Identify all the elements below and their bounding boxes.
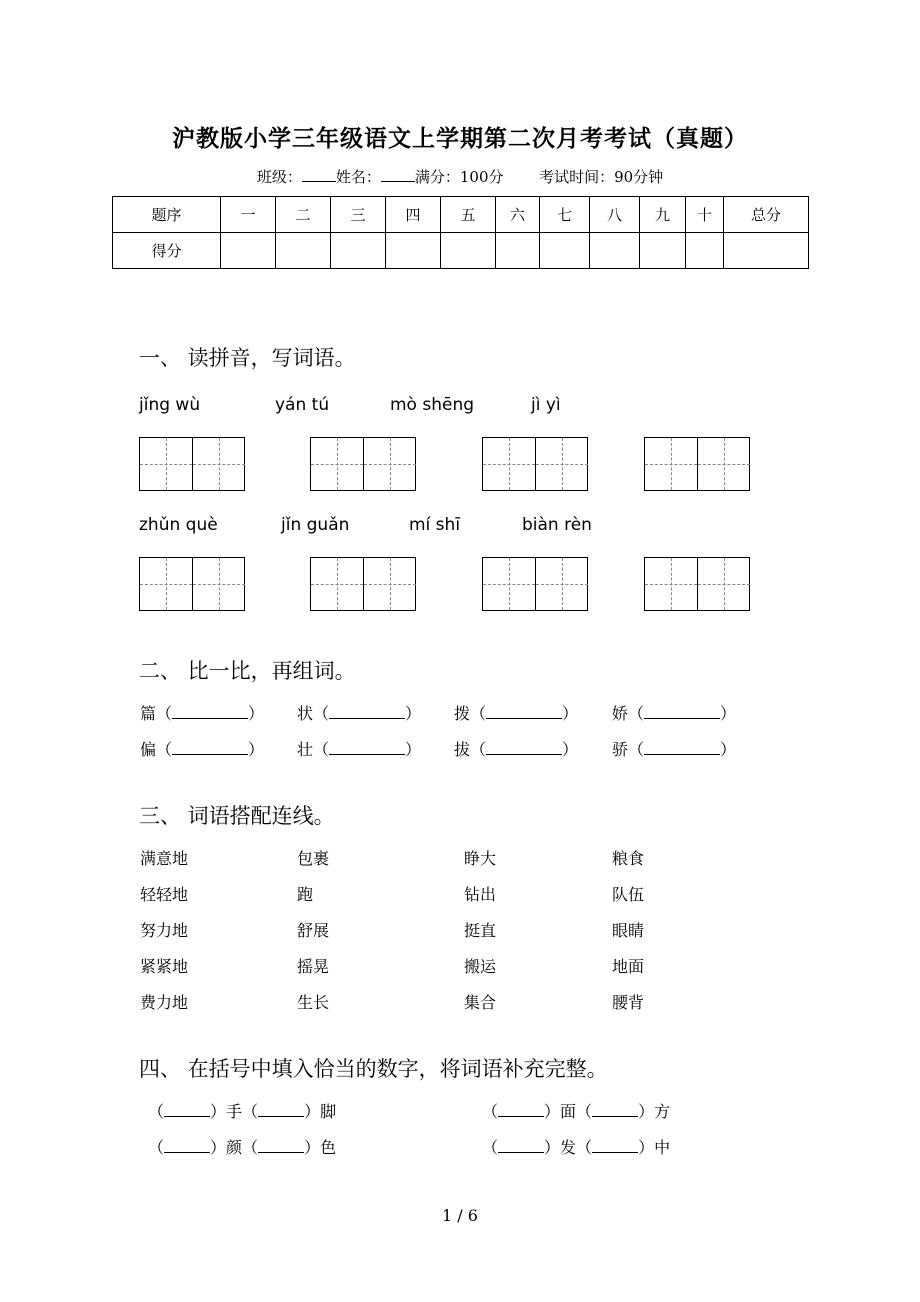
idiom-char: 发 <box>560 1138 577 1157</box>
score-cell[interactable] <box>331 233 386 269</box>
pinyin-label: jǐn guǎn <box>281 515 350 535</box>
answer-blank[interactable] <box>258 1104 304 1117</box>
writing-grid[interactable] <box>644 437 750 491</box>
match-word[interactable]: 包裹 <box>297 849 330 868</box>
idiom-char: 手 <box>226 1102 243 1121</box>
match-word[interactable]: 紧紧地 <box>140 957 189 976</box>
answer-blank[interactable] <box>644 706 720 719</box>
compare-char: 偏 <box>140 740 157 759</box>
answer-blank[interactable] <box>486 706 562 719</box>
score-header-cell: 二 <box>276 197 331 233</box>
score-header-cell: 五 <box>441 197 496 233</box>
match-word[interactable]: 粮食 <box>612 849 645 868</box>
score-header-cell: 四 <box>386 197 441 233</box>
answer-blank[interactable] <box>164 1140 210 1153</box>
score-header-cell: 七 <box>540 197 590 233</box>
answer-blank[interactable] <box>592 1140 638 1153</box>
pinyin-label: yán tú <box>275 395 330 415</box>
score-cell[interactable] <box>276 233 331 269</box>
pinyin-label: biàn rèn <box>522 515 592 535</box>
pinyin-label: jǐng wù <box>139 395 201 415</box>
idiom-char: 颜 <box>226 1138 243 1157</box>
compare-item: 拨（ ） <box>454 704 579 723</box>
score-table <box>112 196 809 269</box>
name-blank[interactable] <box>381 169 415 182</box>
section-2-heading: 二、 比一比，再组词。 <box>139 659 356 683</box>
compare-item: 拔（ ） <box>454 740 579 759</box>
answer-blank[interactable] <box>486 742 562 755</box>
compare-item: 壮（ ） <box>297 740 422 759</box>
compare-item: 骄（ ） <box>612 740 737 759</box>
match-word[interactable]: 轻轻地 <box>140 885 189 904</box>
compare-char: 骄 <box>612 740 629 759</box>
score-header-cell: 三 <box>331 197 386 233</box>
answer-blank[interactable] <box>644 742 720 755</box>
exam-time: 考试时间：90分钟 <box>539 168 664 186</box>
match-word[interactable]: 挺直 <box>464 921 497 940</box>
score-header-cell: 十 <box>686 197 724 233</box>
match-word[interactable]: 费力地 <box>140 993 189 1012</box>
section-1-heading: 一、 读拼音，写词语。 <box>139 346 356 370</box>
pinyin-label: mò shēng <box>390 395 475 415</box>
match-word[interactable]: 搬运 <box>464 957 497 976</box>
match-word[interactable]: 眼睛 <box>612 921 645 940</box>
pinyin-label: zhǔn què <box>139 515 218 535</box>
writing-grid[interactable] <box>139 437 245 491</box>
writing-grid[interactable] <box>482 437 588 491</box>
score-cell[interactable] <box>441 233 496 269</box>
score-cell[interactable] <box>540 233 590 269</box>
compare-item: 篇（ ） <box>140 704 265 723</box>
idiom-item: （ ）面（ ）方 <box>482 1102 671 1121</box>
compare-char: 拔 <box>454 740 471 759</box>
section-3-heading: 三、 词语搭配连线。 <box>139 804 335 828</box>
score-header-cell: 一 <box>221 197 276 233</box>
match-word[interactable]: 跑 <box>297 885 314 904</box>
answer-blank[interactable] <box>329 742 405 755</box>
idiom-item: （ ）颜（ ）色 <box>148 1138 337 1157</box>
compare-item: 娇（ ） <box>612 704 737 723</box>
answer-blank[interactable] <box>164 1104 210 1117</box>
compare-char: 壮 <box>297 740 314 759</box>
answer-blank[interactable] <box>172 706 248 719</box>
score-cell[interactable] <box>221 233 276 269</box>
match-word[interactable]: 睁大 <box>464 849 497 868</box>
writing-grid[interactable] <box>482 557 588 611</box>
score-cell[interactable] <box>724 233 809 269</box>
idiom-char: 方 <box>654 1102 671 1121</box>
answer-blank[interactable] <box>498 1104 544 1117</box>
pinyin-label: jì yì <box>531 395 561 415</box>
page-number: 1 / 6 <box>442 1206 478 1225</box>
section-4-heading: 四、 在括号中填入恰当的数字，将词语补充完整。 <box>139 1057 608 1081</box>
compare-char: 状 <box>297 704 314 723</box>
score-cell[interactable] <box>686 233 724 269</box>
class-blank[interactable] <box>302 169 336 182</box>
name-label: 姓名： <box>335 168 381 186</box>
match-word[interactable]: 腰背 <box>612 993 645 1012</box>
match-word[interactable]: 摇晃 <box>297 957 330 976</box>
score-row-label: 得分 <box>113 233 221 269</box>
score-cell[interactable] <box>640 233 686 269</box>
writing-grid[interactable] <box>310 437 416 491</box>
pinyin-label: mí shī <box>409 515 461 535</box>
score-header-cell: 题序 <box>113 197 221 233</box>
compare-item: 偏（ ） <box>140 740 265 759</box>
idiom-char: 面 <box>560 1102 577 1121</box>
match-word[interactable]: 舒展 <box>297 921 330 940</box>
answer-blank[interactable] <box>592 1104 638 1117</box>
writing-grid[interactable] <box>644 557 750 611</box>
answer-blank[interactable] <box>329 706 405 719</box>
class-label: 班级： <box>256 168 302 186</box>
compare-char: 篇 <box>140 704 157 723</box>
writing-grid[interactable] <box>310 557 416 611</box>
idiom-char: 脚 <box>320 1102 337 1121</box>
compare-item: 状（ ） <box>297 704 422 723</box>
score-cell[interactable] <box>386 233 441 269</box>
idiom-item: （ ）发（ ）中 <box>482 1138 671 1157</box>
score-header-cell: 总分 <box>724 197 809 233</box>
score-table-score-row <box>113 233 809 269</box>
score-header-cell: 八 <box>590 197 640 233</box>
match-word[interactable]: 地面 <box>612 957 645 976</box>
answer-blank[interactable] <box>172 742 248 755</box>
score-header-cell: 九 <box>640 197 686 233</box>
score-cell[interactable] <box>590 233 640 269</box>
idiom-char: 色 <box>320 1138 337 1157</box>
writing-grid[interactable] <box>139 557 245 611</box>
full-score: 满分：100分 <box>414 168 504 186</box>
answer-blank[interactable] <box>258 1140 304 1153</box>
idiom-item: （ ）手（ ）脚 <box>148 1102 337 1121</box>
exam-info <box>0 166 920 187</box>
score-cell[interactable] <box>496 233 540 269</box>
compare-char: 拨 <box>454 704 471 723</box>
compare-char: 娇 <box>612 704 629 723</box>
idiom-char: 中 <box>654 1138 671 1157</box>
match-word[interactable]: 队伍 <box>612 885 645 904</box>
score-table-header-row <box>113 197 809 233</box>
match-word[interactable]: 生长 <box>297 993 330 1012</box>
score-header-cell: 六 <box>496 197 540 233</box>
answer-blank[interactable] <box>498 1140 544 1153</box>
match-word[interactable]: 钻出 <box>464 885 497 904</box>
page-title: 沪教版小学三年级语文上学期第二次月考考试（真题） <box>172 125 748 152</box>
match-word[interactable]: 集合 <box>464 993 497 1012</box>
match-word[interactable]: 满意地 <box>140 849 189 868</box>
match-word[interactable]: 努力地 <box>140 921 189 940</box>
